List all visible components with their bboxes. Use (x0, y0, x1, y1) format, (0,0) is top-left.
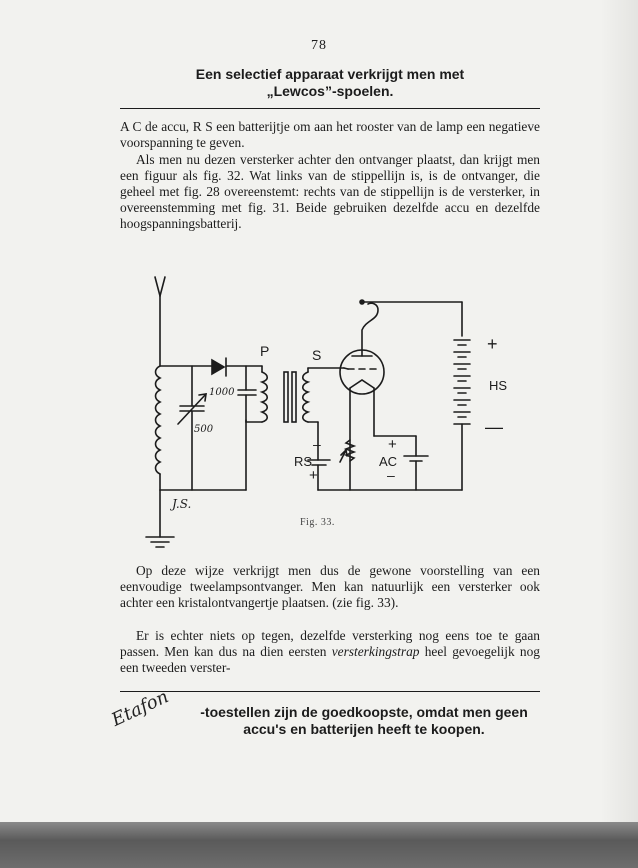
left-coil (156, 366, 161, 474)
paragraph-2: Als men nu dezen versterker achter den ontvanger plaatst, dan krijgt men een figuur als fig. 32. Wat links van de stippellijn is, is de ontvanger, die geheel met fig. 28 overeenstemt: rechts van de stippellijn is de versterker, in overeenstemming met fig. 31. Beide gebruiken dezelfde accu en dezelfde hoogspanningsbatterij. (120, 152, 540, 232)
footer-line-2: accu's en batterijen heeft te koopen. (243, 721, 485, 737)
label-hs: HS (489, 378, 508, 393)
paragraph-4 (120, 628, 540, 676)
label-rs-minus: – (313, 436, 321, 452)
page-edge-shadow (600, 0, 638, 822)
plate-loop (362, 303, 378, 350)
paragraph-4-emphasis: versterkingstrap (331, 644, 420, 660)
label-s: S (312, 347, 322, 363)
paragraph-4-start: Er is echter niets op tegen, dezelfde versterking nog eens toe te gaan passen. Men kan dus na dien eersten (120, 628, 540, 660)
antenna-symbol (155, 277, 165, 296)
label-cap-1000: 1000 (209, 387, 235, 398)
heading-line-1: Een selectief apparaat verkrijgt men met (195, 66, 465, 82)
label-js: J.S. (172, 497, 192, 511)
heading-line-2: „Lewcos”-spoelen. (266, 83, 394, 99)
bottom-rule (120, 691, 540, 692)
label-rs-plus: + (309, 467, 318, 484)
label-cap-500: 500 (194, 424, 214, 435)
label-ac-plus: + (388, 436, 397, 453)
detector-symbol (212, 360, 224, 374)
label-ac: AC (379, 454, 398, 469)
etafon-logo: Etafon (108, 686, 172, 731)
label-antenna (156, 273, 157, 274)
paragraph-1: A C de accu, R S een batterijtje om aan het rooster van de lamp een negatieve voorspanning te geven. (120, 119, 540, 151)
paragraph-3: Op deze wijze verkrijgt men dus de gewone voorstelling van een eenvoudige tweelampsontvanger. Men kan natuurlijk een versterker ook achter een kristalontvangertje plaatsen. (zie fig. 33). (120, 563, 540, 611)
label-p: P (260, 343, 270, 359)
s-coil (303, 372, 308, 422)
label-hs-plus: + (487, 334, 498, 354)
label-rs: RS (294, 454, 313, 469)
label-hs-minus: — (485, 417, 503, 437)
hs-battery (454, 340, 470, 424)
label-ac-minus: – (387, 467, 395, 483)
footer-advert (174, 704, 554, 738)
footer-line-1: -toestellen zijn de goedkoopste, omdat men geen (200, 704, 528, 720)
scan-bottom-edge (0, 822, 638, 868)
p-coil (262, 372, 267, 422)
figure-caption: Fig. 33. (300, 517, 335, 528)
paragraph-4-end: heel gevoegelijk nog een tweeden verster- (120, 644, 540, 676)
page-number: 78 (311, 38, 327, 53)
